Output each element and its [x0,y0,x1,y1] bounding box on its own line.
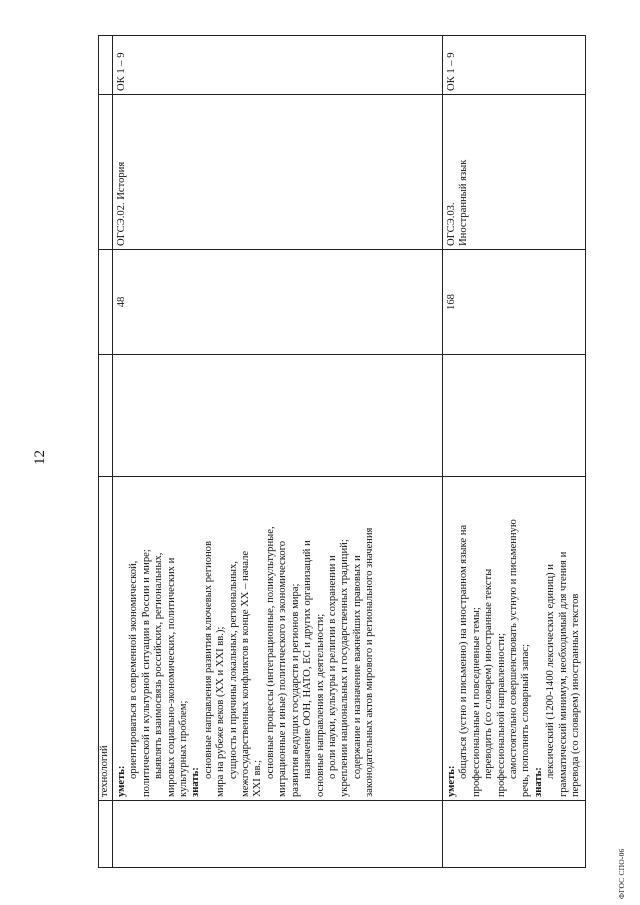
language-competencies-cell [443,36,586,95]
requirement-line: грамматический минимум, необходимый для чтения и [557,551,569,797]
page-number: 12 [32,450,48,465]
history-requirements [116,480,377,797]
requirement-line: мира на рубеже веков (XX и XXI вв.); [215,626,227,797]
requirement-line: лексический (1200-1400 лексических единиц) и [545,564,557,779]
requirement-line: политической и культурной ситуации в России и мире; [140,549,152,797]
empty-cell [99,250,113,355]
requirement-line: уметь: [446,765,457,797]
history-code: ОГСЭ.02. История [116,161,127,246]
language-hours: 168 [446,294,457,310]
table-row [113,36,443,868]
requirement-line: XXI вв.; [252,759,264,797]
history-code-cell [113,95,443,250]
language-code: ОГСЭ.03. [446,202,457,246]
disciplines-table [98,35,586,868]
empty-cell [99,801,113,868]
language-code-cell [443,95,586,250]
requirement-line: основные направления их деятельности; [314,613,326,797]
language-hours-cell [443,250,586,355]
history-hours: 48 [116,296,127,308]
footer-code: ФГОС СПО-06 [617,848,626,899]
requirement-line: самостоятельно совершенствовать устную и письменную [508,519,520,779]
requirement-line: мировых социально-экономических, политических и [165,557,177,797]
requirement-line: перевода (со словарем) иностранных текстов [570,593,582,797]
empty-cell [443,355,586,477]
requirement-line: уметь: [116,765,127,797]
language-requirements-cell [443,477,586,801]
language-competencies: ОК 1 – 9 [446,52,457,91]
table-row [99,36,113,868]
requirement-line: миграционные и иные) политического и экономического [277,540,289,797]
language-name: Иностранный язык [458,159,470,246]
requirement-line: о роли науки, культуры и религии в сохранении и [326,555,338,779]
requirement-line: речь, пополнять словарный запас; [520,644,532,797]
table-row [443,36,586,868]
history-competencies-cell [113,36,443,95]
requirement-line: культурных проблем; [178,700,190,797]
requirement-line: переводить (со словарем) иностранные тексты [483,568,495,779]
requirement-line: развития ведущих государств и регионов мира; [289,583,301,797]
requirement-line: законодательных актов мирового и регионального значения [364,527,376,797]
requirement-line: профессиональной направленности; [495,633,507,797]
empty-cell [113,801,443,868]
requirement-line: содержание и назначение важнейших правовых и [351,555,363,779]
language-requirements [446,480,582,797]
requirement-line: основные процессы (интеграционные, поликультурные, [264,526,276,779]
requirement-line: основные направления развития ключевых регионов [202,541,214,779]
requirement-line: межгосударственных конфликтов в конце XX – начале [240,550,252,797]
requirement-line: знать: [532,767,544,797]
empty-cell [443,801,586,868]
requirement-line: общаться (устно и письменно) на иностранном языке на [458,524,470,779]
requirement-line: сущность и причины локальных, региональных, [227,561,239,779]
requirement-line: укреплении национальных и государственных традиций; [339,539,351,797]
requirement-line: знать: [190,767,202,797]
empty-cell [99,355,113,477]
requirement-line: назначение ООН, НАТО, ЕС и других организаций и [302,540,314,779]
history-competencies: ОК 1 – 9 [116,52,127,91]
history-hours-cell [113,250,443,355]
history-requirements-cell [113,477,443,801]
requirement-line: выявлять взаимосвязь российских, региональных, [153,552,165,779]
empty-cell [113,355,443,477]
empty-cell [99,95,113,250]
requirement-line: ориентироваться в современной экономической, [128,560,140,779]
header-cell: технологий [99,477,113,801]
empty-cell [99,36,113,95]
requirement-line: профессиональные и повседневные темы; [470,607,482,797]
